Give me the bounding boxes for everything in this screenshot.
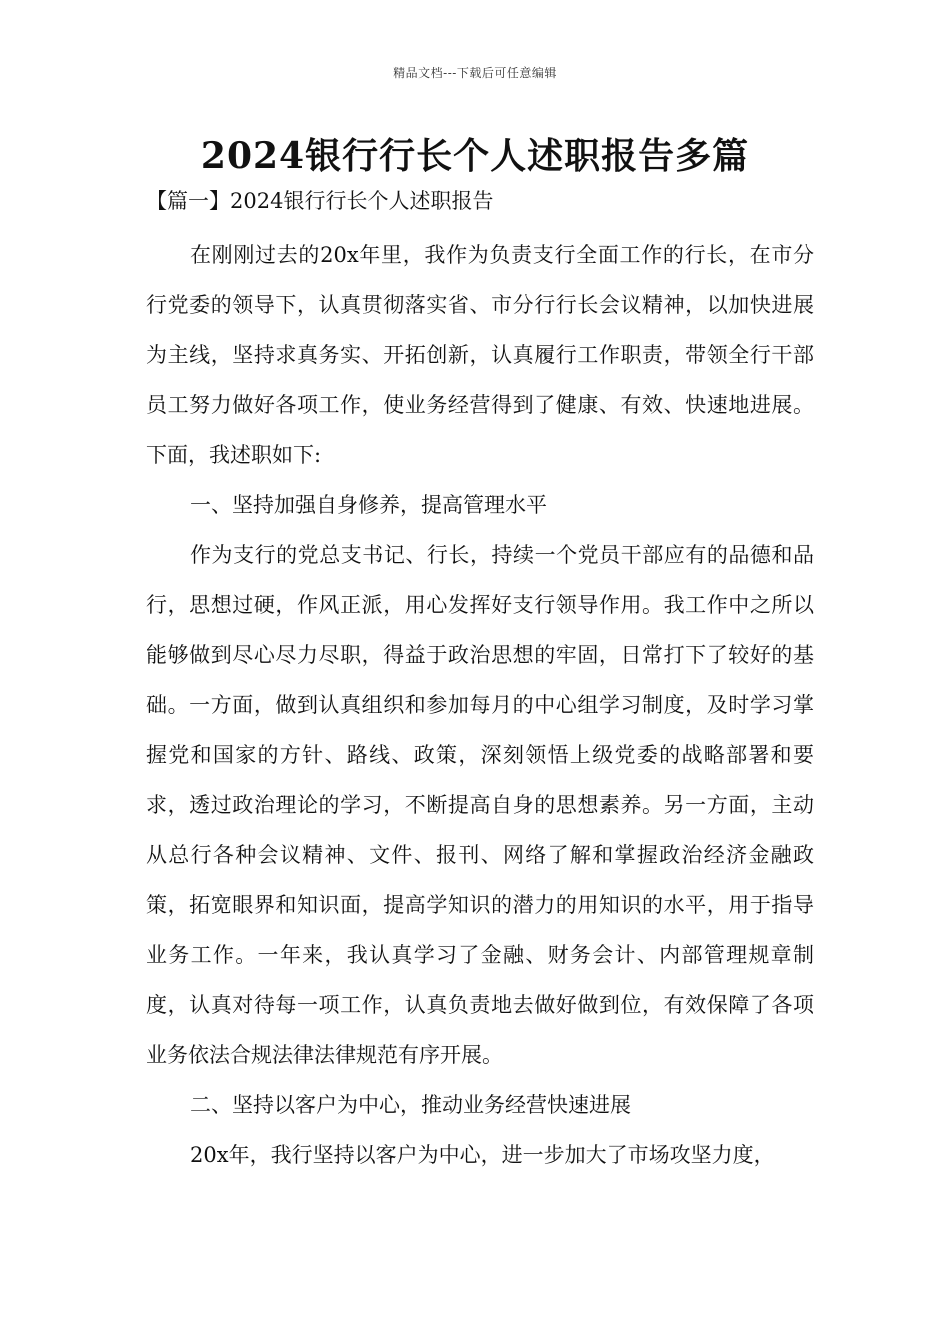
section-heading-2: 二、坚持以客户为中心，推动业务经营快速进展 bbox=[190, 1093, 631, 1117]
paragraph-section-1: 作为支行的党总支书记、行长，持续一个党员干部应有的品德和品行，思想过硬，作风正派，用心发挥好支行领导作用。我工作中之所以能够做到尽心尽力尽职，得益于政治思想的牢固，日常打下了较好的基础。一方面，做到认真组织和参加每月的中心组学习制度，及时学习掌握党和国家的方针、路线、政策，深刻领悟上级党委的战略部署和要求，透过政治理论的学习，不断提高自身的思想素养。另一方面，主动从总行各种会议精神、文件、报刊、网络了解和掌握政治经济金融政策，拓宽眼界和知识面，提高学知识的潜力的用知识的水平，用于指导业务工作。一年来，我认真学习了金融、财务会计、内部管理规章制度，认真对待每一项工作，认真负责地去做好做到位，有效保障了各项业务依法合规法律法律规范有序开展。 bbox=[146, 543, 814, 1067]
page-header: 精品文档---下载后可任意编辑 bbox=[393, 66, 557, 80]
paragraph-intro: 在刚刚过去的20x年里，我作为负责支行全面工作的行长，在市分行党委的领导下，认真贯彻落实省、市分行行长会议精神，以加快进展为主线，坚持求真务实、开拓创新，认真履行工作职责，带领全行干部员工努力做好各项工作，使业务经营得到了健康、有效、快速地进展。下面，我述职如下: bbox=[146, 243, 814, 467]
document-body bbox=[146, 230, 814, 1180]
section-heading-1: 一、坚持加强自身修养，提高管理水平 bbox=[190, 493, 547, 517]
section-label: 【篇一】2024银行行长个人述职报告 bbox=[146, 189, 494, 213]
paragraph-section-2: 20x年，我行坚持以客户为中心，进一步加大了市场攻坚力度， bbox=[190, 1143, 775, 1167]
document-title: 2024银行行长个人述职报告多篇 bbox=[200, 135, 750, 177]
